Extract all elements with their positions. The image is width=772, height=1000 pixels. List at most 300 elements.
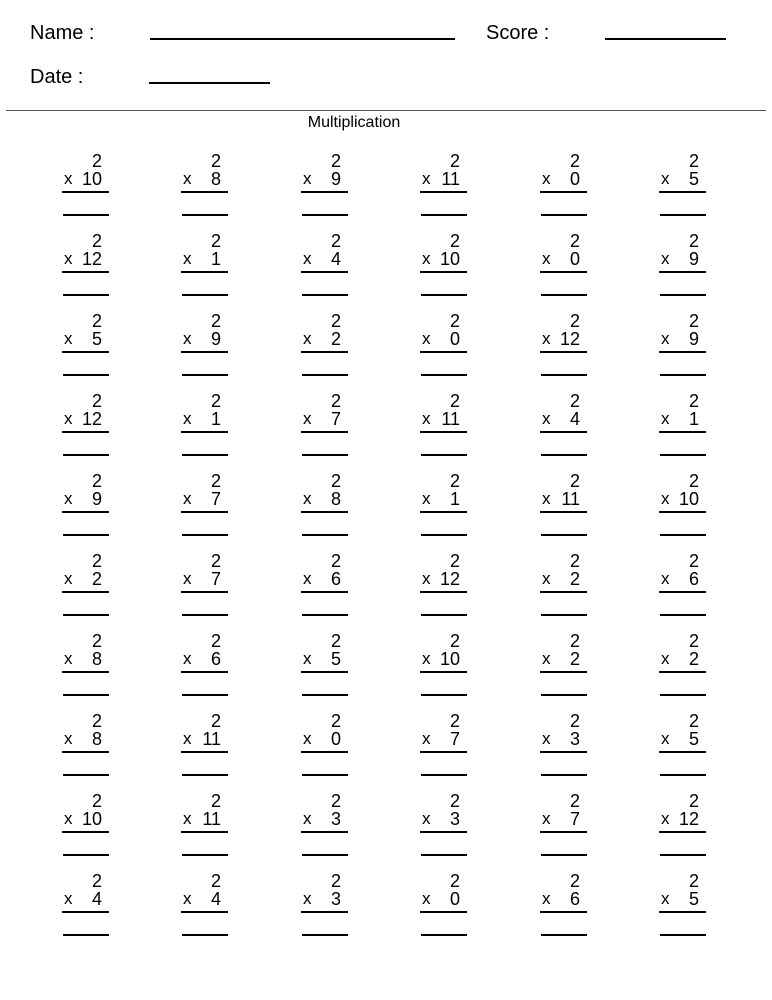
multiplicand: 2 (91, 311, 102, 331)
problem (657, 791, 707, 861)
problem (60, 311, 110, 381)
multiplicand: 2 (688, 551, 699, 571)
answer-line[interactable] (660, 534, 706, 536)
multiplier: 11 (202, 729, 221, 749)
product-bar (62, 351, 109, 353)
problem (299, 871, 349, 941)
problem (657, 471, 707, 541)
product-bar (540, 831, 587, 833)
answer-line[interactable] (302, 694, 348, 696)
product-bar (301, 191, 348, 193)
multiplier: 10 (439, 249, 460, 269)
multiplier: 0 (449, 889, 460, 909)
operator-sign: x (661, 329, 670, 348)
multiplier: 4 (569, 409, 580, 429)
product-bar (420, 751, 467, 753)
multiplicand: 2 (569, 391, 580, 411)
product-bar (420, 431, 467, 433)
multiplicand: 2 (91, 551, 102, 571)
multiplicand: 2 (91, 151, 102, 171)
operator-sign: x (422, 489, 431, 508)
multiplier: 12 (678, 809, 699, 829)
problem (299, 471, 349, 541)
problem (179, 311, 229, 381)
multiplicand: 2 (569, 791, 580, 811)
answer-line[interactable] (302, 374, 348, 376)
multiplicand: 2 (569, 711, 580, 731)
operator-sign: x (303, 409, 312, 428)
multiplicand: 2 (449, 791, 460, 811)
answer-line[interactable] (63, 614, 109, 616)
answer-line[interactable] (660, 614, 706, 616)
answer-line[interactable] (660, 374, 706, 376)
operator-sign: x (183, 809, 192, 828)
operator-sign: x (64, 329, 73, 348)
multiplicand: 2 (330, 311, 341, 331)
answer-line[interactable] (541, 854, 587, 856)
problem (418, 791, 468, 861)
multiplicand: 2 (330, 551, 341, 571)
answer-line[interactable] (182, 294, 228, 296)
multiplicand: 2 (688, 791, 699, 811)
multiplicand: 2 (449, 391, 460, 411)
problem (179, 871, 229, 941)
multiplier: 3 (569, 729, 580, 749)
answer-line[interactable] (660, 934, 706, 936)
problem (418, 311, 468, 381)
multiplicand: 2 (688, 151, 699, 171)
problem (418, 631, 468, 701)
problem (418, 391, 468, 461)
answer-line[interactable] (660, 694, 706, 696)
operator-sign: x (183, 409, 192, 428)
multiplier: 7 (210, 569, 221, 589)
multiplier: 11 (441, 409, 460, 429)
problem (538, 871, 588, 941)
multiplier: 5 (688, 729, 699, 749)
multiplicand: 2 (569, 471, 580, 491)
multiplicand: 2 (210, 151, 221, 171)
worksheet-title: Multiplication (307, 114, 401, 131)
problem (538, 551, 588, 621)
answer-line[interactable] (302, 934, 348, 936)
problem (538, 471, 588, 541)
problem (299, 231, 349, 301)
product-bar (181, 271, 228, 273)
product-bar (62, 511, 109, 513)
operator-sign: x (183, 889, 192, 908)
multiplier: 1 (210, 409, 221, 429)
problem (60, 471, 110, 541)
multiplicand: 2 (569, 311, 580, 331)
answer-line[interactable] (541, 694, 587, 696)
answer-line[interactable] (421, 374, 467, 376)
answer-line[interactable] (660, 454, 706, 456)
product-bar (659, 271, 706, 273)
multiplier: 0 (569, 169, 580, 189)
product-bar (62, 751, 109, 753)
multiplier: 7 (330, 409, 341, 429)
operator-sign: x (422, 169, 431, 188)
answer-line[interactable] (182, 614, 228, 616)
problem (60, 631, 110, 701)
multiplier: 1 (449, 489, 460, 509)
product-bar (659, 591, 706, 593)
problem (538, 711, 588, 781)
product-bar (659, 351, 706, 353)
operator-sign: x (64, 889, 73, 908)
operator-sign: x (542, 409, 551, 428)
multiplicand: 2 (210, 551, 221, 571)
product-bar (420, 351, 467, 353)
multiplier: 8 (91, 729, 102, 749)
multiplicand: 2 (449, 151, 460, 171)
problem (418, 151, 468, 221)
answer-line[interactable] (302, 534, 348, 536)
operator-sign: x (661, 249, 670, 268)
product-bar (659, 751, 706, 753)
date-label: Date : (30, 66, 84, 88)
multiplicand: 2 (569, 151, 580, 171)
answer-line[interactable] (660, 294, 706, 296)
problem (538, 231, 588, 301)
operator-sign: x (303, 329, 312, 348)
operator-sign: x (542, 729, 551, 748)
product-bar (62, 671, 109, 673)
answer-line[interactable] (63, 694, 109, 696)
multiplier: 7 (569, 809, 580, 829)
problem (657, 391, 707, 461)
product-bar (181, 831, 228, 833)
operator-sign: x (422, 329, 431, 348)
multiplicand: 2 (330, 391, 341, 411)
product-bar (62, 591, 109, 593)
multiplicand: 2 (688, 871, 699, 891)
multiplier: 5 (688, 889, 699, 909)
operator-sign: x (422, 569, 431, 588)
problem (179, 711, 229, 781)
operator-sign: x (303, 169, 312, 188)
answer-line[interactable] (63, 934, 109, 936)
answer-line[interactable] (63, 454, 109, 456)
multiplicand: 2 (449, 311, 460, 331)
multiplier: 10 (81, 169, 102, 189)
multiplier: 0 (449, 329, 460, 349)
multiplier: 3 (449, 809, 460, 829)
answer-line[interactable] (302, 214, 348, 216)
answer-line[interactable] (421, 854, 467, 856)
product-bar (301, 351, 348, 353)
answer-line[interactable] (182, 854, 228, 856)
product-bar (181, 511, 228, 513)
answer-line[interactable] (182, 374, 228, 376)
problem (657, 311, 707, 381)
answer-line[interactable] (63, 214, 109, 216)
problem (418, 711, 468, 781)
product-bar (540, 271, 587, 273)
product-bar (301, 911, 348, 913)
problem (60, 151, 110, 221)
operator-sign: x (661, 649, 670, 668)
product-bar (301, 431, 348, 433)
answer-line[interactable] (421, 294, 467, 296)
operator-sign: x (303, 809, 312, 828)
problem (60, 871, 110, 941)
answer-line[interactable] (541, 774, 587, 776)
multiplicand: 2 (91, 711, 102, 731)
multiplier: 11 (202, 809, 221, 829)
multiplicand: 2 (449, 711, 460, 731)
multiplier: 0 (330, 729, 341, 749)
problem (418, 471, 468, 541)
answer-line[interactable] (302, 774, 348, 776)
operator-sign: x (183, 569, 192, 588)
problem (60, 711, 110, 781)
operator-sign: x (542, 889, 551, 908)
multiplicand: 2 (210, 791, 221, 811)
product-bar (659, 511, 706, 513)
operator-sign: x (422, 249, 431, 268)
multiplier: 9 (210, 329, 221, 349)
answer-line[interactable] (541, 374, 587, 376)
product-bar (540, 351, 587, 353)
product-bar (420, 511, 467, 513)
answer-line[interactable] (182, 694, 228, 696)
multiplicand: 2 (569, 231, 580, 251)
operator-sign: x (542, 249, 551, 268)
operator-sign: x (303, 489, 312, 508)
multiplier: 11 (561, 489, 580, 509)
product-bar (420, 671, 467, 673)
multiplier: 6 (688, 569, 699, 589)
product-bar (540, 511, 587, 513)
multiplier: 3 (330, 809, 341, 829)
operator-sign: x (661, 889, 670, 908)
operator-sign: x (422, 809, 431, 828)
multiplier: 4 (210, 889, 221, 909)
answer-line[interactable] (63, 294, 109, 296)
multiplicand: 2 (569, 631, 580, 651)
multiplicand: 2 (330, 791, 341, 811)
multiplier: 2 (688, 649, 699, 669)
operator-sign: x (422, 409, 431, 428)
multiplicand: 2 (449, 871, 460, 891)
product-bar (181, 911, 228, 913)
answer-line[interactable] (660, 854, 706, 856)
multiplier: 10 (81, 809, 102, 829)
multiplicand: 2 (449, 631, 460, 651)
multiplicand: 2 (210, 391, 221, 411)
answer-line[interactable] (63, 854, 109, 856)
multiplier: 0 (569, 249, 580, 269)
answer-line[interactable] (541, 294, 587, 296)
multiplicand: 2 (91, 791, 102, 811)
product-bar (301, 591, 348, 593)
answer-line[interactable] (63, 774, 109, 776)
answer-line[interactable] (63, 374, 109, 376)
multiplicand: 2 (330, 231, 341, 251)
multiplicand: 2 (210, 871, 221, 891)
product-bar (420, 831, 467, 833)
product-bar (420, 591, 467, 593)
answer-line[interactable] (421, 534, 467, 536)
product-bar (420, 191, 467, 193)
product-bar (181, 431, 228, 433)
multiplicand: 2 (210, 231, 221, 251)
operator-sign: x (64, 169, 73, 188)
multiplier: 7 (449, 729, 460, 749)
problem (538, 151, 588, 221)
problem (60, 791, 110, 861)
multiplier: 12 (81, 249, 102, 269)
answer-line[interactable] (182, 774, 228, 776)
operator-sign: x (64, 729, 73, 748)
answer-line[interactable] (302, 614, 348, 616)
product-bar (62, 191, 109, 193)
answer-line[interactable] (63, 534, 109, 536)
problem (299, 311, 349, 381)
operator-sign: x (661, 409, 670, 428)
operator-sign: x (542, 329, 551, 348)
operator-sign: x (303, 729, 312, 748)
answer-line[interactable] (660, 214, 706, 216)
problem (179, 231, 229, 301)
score-label: Score : (486, 22, 550, 44)
operator-sign: x (542, 809, 551, 828)
multiplier: 8 (91, 649, 102, 669)
problem (657, 631, 707, 701)
product-bar (420, 911, 467, 913)
answer-line[interactable] (302, 854, 348, 856)
problem (179, 791, 229, 861)
answer-line[interactable] (421, 774, 467, 776)
multiplicand: 2 (210, 471, 221, 491)
multiplicand: 2 (91, 871, 102, 891)
multiplicand: 2 (330, 871, 341, 891)
problem (418, 871, 468, 941)
answer-line[interactable] (182, 934, 228, 936)
product-bar (181, 351, 228, 353)
problem (538, 391, 588, 461)
answer-line[interactable] (421, 694, 467, 696)
problem (538, 631, 588, 701)
multiplier: 9 (91, 489, 102, 509)
multiplicand: 2 (449, 551, 460, 571)
operator-sign: x (183, 169, 192, 188)
operator-sign: x (64, 809, 73, 828)
operator-sign: x (303, 569, 312, 588)
answer-line[interactable] (421, 934, 467, 936)
multiplicand: 2 (688, 471, 699, 491)
operator-sign: x (183, 249, 192, 268)
multiplier: 5 (330, 649, 341, 669)
multiplicand: 2 (449, 231, 460, 251)
multiplier: 12 (81, 409, 102, 429)
answer-line[interactable] (302, 454, 348, 456)
operator-sign: x (183, 649, 192, 668)
product-bar (420, 271, 467, 273)
operator-sign: x (542, 649, 551, 668)
operator-sign: x (303, 649, 312, 668)
name-label: Name : (30, 22, 95, 44)
operator-sign: x (64, 249, 73, 268)
problem (418, 231, 468, 301)
multiplicand: 2 (688, 391, 699, 411)
multiplier: 5 (688, 169, 699, 189)
multiplier: 12 (559, 329, 580, 349)
product-bar (62, 831, 109, 833)
answer-line[interactable] (541, 534, 587, 536)
answer-line[interactable] (660, 774, 706, 776)
answer-line[interactable] (541, 614, 587, 616)
operator-sign: x (64, 649, 73, 668)
product-bar (540, 751, 587, 753)
answer-line[interactable] (541, 214, 587, 216)
multiplier: 11 (441, 169, 460, 189)
multiplicand: 2 (688, 231, 699, 251)
problem (299, 391, 349, 461)
multiplier: 6 (330, 569, 341, 589)
multiplier: 9 (688, 329, 699, 349)
operator-sign: x (542, 489, 551, 508)
problem (179, 471, 229, 541)
product-bar (540, 191, 587, 193)
operator-sign: x (64, 569, 73, 588)
problem (299, 631, 349, 701)
multiplier: 2 (569, 569, 580, 589)
product-bar (540, 431, 587, 433)
problem (179, 551, 229, 621)
multiplicand: 2 (210, 631, 221, 651)
operator-sign: x (64, 409, 73, 428)
operator-sign: x (422, 889, 431, 908)
product-bar (62, 431, 109, 433)
multiplicand: 2 (688, 311, 699, 331)
problem (299, 551, 349, 621)
multiplier: 3 (330, 889, 341, 909)
answer-line[interactable] (541, 454, 587, 456)
problem (299, 151, 349, 221)
answer-line[interactable] (421, 214, 467, 216)
answer-line[interactable] (182, 534, 228, 536)
problem (60, 551, 110, 621)
multiplier: 1 (688, 409, 699, 429)
operator-sign: x (303, 889, 312, 908)
answer-line[interactable] (421, 614, 467, 616)
product-bar (301, 271, 348, 273)
multiplier: 8 (330, 489, 341, 509)
multiplier: 6 (569, 889, 580, 909)
answer-line[interactable] (302, 294, 348, 296)
answer-line[interactable] (421, 454, 467, 456)
product-bar (301, 751, 348, 753)
problem (657, 711, 707, 781)
answer-line[interactable] (541, 934, 587, 936)
problem (60, 231, 110, 301)
multiplier: 4 (91, 889, 102, 909)
answer-line[interactable] (182, 214, 228, 216)
answer-line[interactable] (182, 454, 228, 456)
multiplier: 9 (688, 249, 699, 269)
product-bar (181, 191, 228, 193)
product-bar (659, 911, 706, 913)
multiplicand: 2 (210, 711, 221, 731)
operator-sign: x (661, 569, 670, 588)
operator-sign: x (303, 249, 312, 268)
operator-sign: x (661, 809, 670, 828)
multiplicand: 2 (210, 311, 221, 331)
multiplicand: 2 (449, 471, 460, 491)
